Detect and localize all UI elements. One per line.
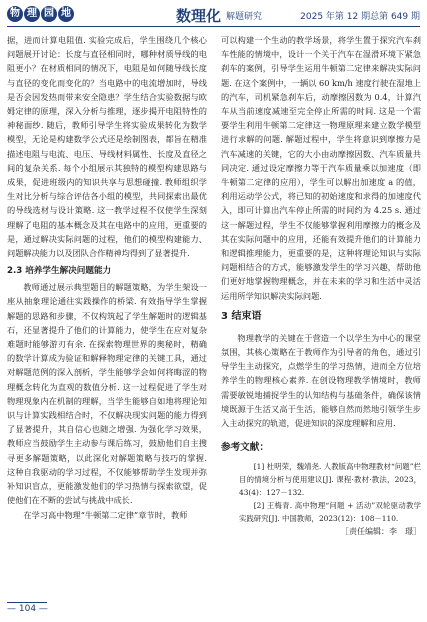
paragraph: 据，进而计算电阻值. 实验完成后，学生围绕几个核心问题展开讨论：长度与直径相同时，哪种材质导线的电阻更小？在材质相同的情况下，电阻是如何随导线长度与直径的变化而变化的？当电路中的电流增加时，导线是否会因发热而带来安全隐患？学生结合实验数据与欧姆定律的原理，深入分析与推理，逐步揭开电阻特性的神秘面纱. 随后，教师引导学生将实验成果转化为数学模型，无论是构建数学公式还是绘制图表，都旨在精准描述电阻与电流、电压、导线材料属性、长度及直径之间的复杂关系. 每个小组展示其独特的模型构建思路与成果，促进班级内的知识共享与思想碰撞. 教师组织学生对比分析与综合评估各小组的模型，共同探索出最优的导线选材与设计策略. 这一教学过程不仅使学生深刻理解了电阻的基本概念及其在电路中的应用，更重要的是，通过解决实际问题的过程，他们的模型构建能力、问题解决能力以及团队合作精神均得到了显著提升. <box>7 35 207 259</box>
reference-item: [1] 杜明荣，魏靖尧. 人教版高中物理教材“问题”栏目的情境分析与使用建议[J]. 课程·教材·教法，2023，43(4)：127－132. <box>239 462 421 498</box>
references-heading: 参考文献： <box>221 442 269 454</box>
magazine-subtitle: 解题研究 <box>226 12 263 22</box>
page-number: — 104 — <box>7 604 48 614</box>
logo-char: 园 <box>41 6 57 22</box>
editor-note: ［责任编辑：李 璟］ <box>341 527 421 537</box>
magazine-title: 数理化 <box>176 7 222 25</box>
header-divider <box>7 26 420 27</box>
page-header <box>0 0 427 26</box>
left-column <box>7 33 207 522</box>
right-column <box>221 33 421 539</box>
section-heading: 3 结束语 <box>221 310 262 322</box>
logo-char: 地 <box>58 6 74 22</box>
paragraph: 教师通过展示典型题目的解题策略，为学生架设一座从抽象理论通往实践操作的桥梁. 有效指导学生掌握解题的思路和步骤，不仅构筑起了学生解题时的逻辑基石，还显著提升了他们的计算能力，使学生在应对复杂难题时能够游刃有余. 在探索物理世界的奥秘时，精确的数学计算成为验证和解释物理定律的关键工具，通过对解题范例的深入剖析，学生能够学会如何将晦涩的物理概念转化为直观的数值分析. 这一过程促进了学生对物理现象内在机制的理解，当学生能够自如地将理论知识与计算实践相结合时，不仅解决现实问题的能力得到了显著提升，其自信心也随之增强. 为强化学习效果，教师应当鼓励学生主动参与课后练习，鼓励他们自主搜寻更多解题策略，以此深化对解题策略与技巧的掌握. 这种自我驱动的学习过程，不仅能够帮助学生发现并弥补知识盲点，更能激发他们的学习热情与探索欲望，促使他们在不断的尝试与挑战中成长. <box>7 282 207 506</box>
paragraph: 可以构建一个生动的教学场景，将学生置于探究汽车刹车性能的情境中，设计一个关于汽车在湿滑环境下紧急刹车的案例，引导学生运用牛顿第二定律来解决实际问题. 在这个案例中，一辆以 60 km/h 速度行驶在湿地上的汽车，司机紧急刹车后，动摩擦因数为 0.4，计算汽车从当前速度减速至完全停止所需的时间. 这是一个需要学生利用牛顿第二定律这一物理原理来建立数学模型进行求解的问题. 解题过程中，学生将意识到摩擦力是汽车减速的关键，它的大小由动摩擦因数、汽车质量共同决定. 通过设定摩擦力等于汽车质量乘以加速度（即牛顿第二定律的应用），学生可以解出加速度 a 的值，利用运动学公式，将已知的初始速度和求得的加速度代入，即可计算出汽车停止所需的时间约为 4.25 s. 通过这一解题过程，学生不仅能够掌握利用摩擦力的概念及其在实际问题中的应用，还能有效提升他们的计算能力和逻辑推理能力，更重要的是，这种将理论知识与实际问题相结合的方式，能够激发学生的学习兴趣，帮助他们更好地掌握物理概念，并在未来的学习和生活中灵活运用所学知识解决实际问题. <box>221 35 421 301</box>
logo-char: 物 <box>7 6 23 22</box>
paragraph: 物理教学的关键在于营造一个以学生为中心的课堂氛围，其核心策略在于教师作为引导者的角色，通过引导学生主动探究，点燃学生的学习热情，进而全方位培养学生的物理核心素养. 在创设物理教学情境时，教师需要敏锐地捕捉学生的认知结构与基础条件，确保该情境既源于生活又高于生活，能够自然而然地引领学生步入主动探究的轨道，促进知识的深度理解和应用. <box>221 332 421 429</box>
section-heading: 2.3 培养学生解决问题能力 <box>7 266 112 277</box>
column-logo <box>7 6 74 22</box>
reference-item: [2] 王梅青. 高中物理“问题 + 活动”双轮驱动教学实践研究[J]. 中国教师，2023(12)：108－110. <box>239 501 421 524</box>
logo-char: 理 <box>24 6 40 22</box>
footer-divider <box>7 602 47 603</box>
issue-info: 2025 年第 12 期总第 649 期 <box>300 12 420 22</box>
paragraph: 在学习高中物理“牛顿第二定律”章节时，教师 <box>23 509 188 520</box>
